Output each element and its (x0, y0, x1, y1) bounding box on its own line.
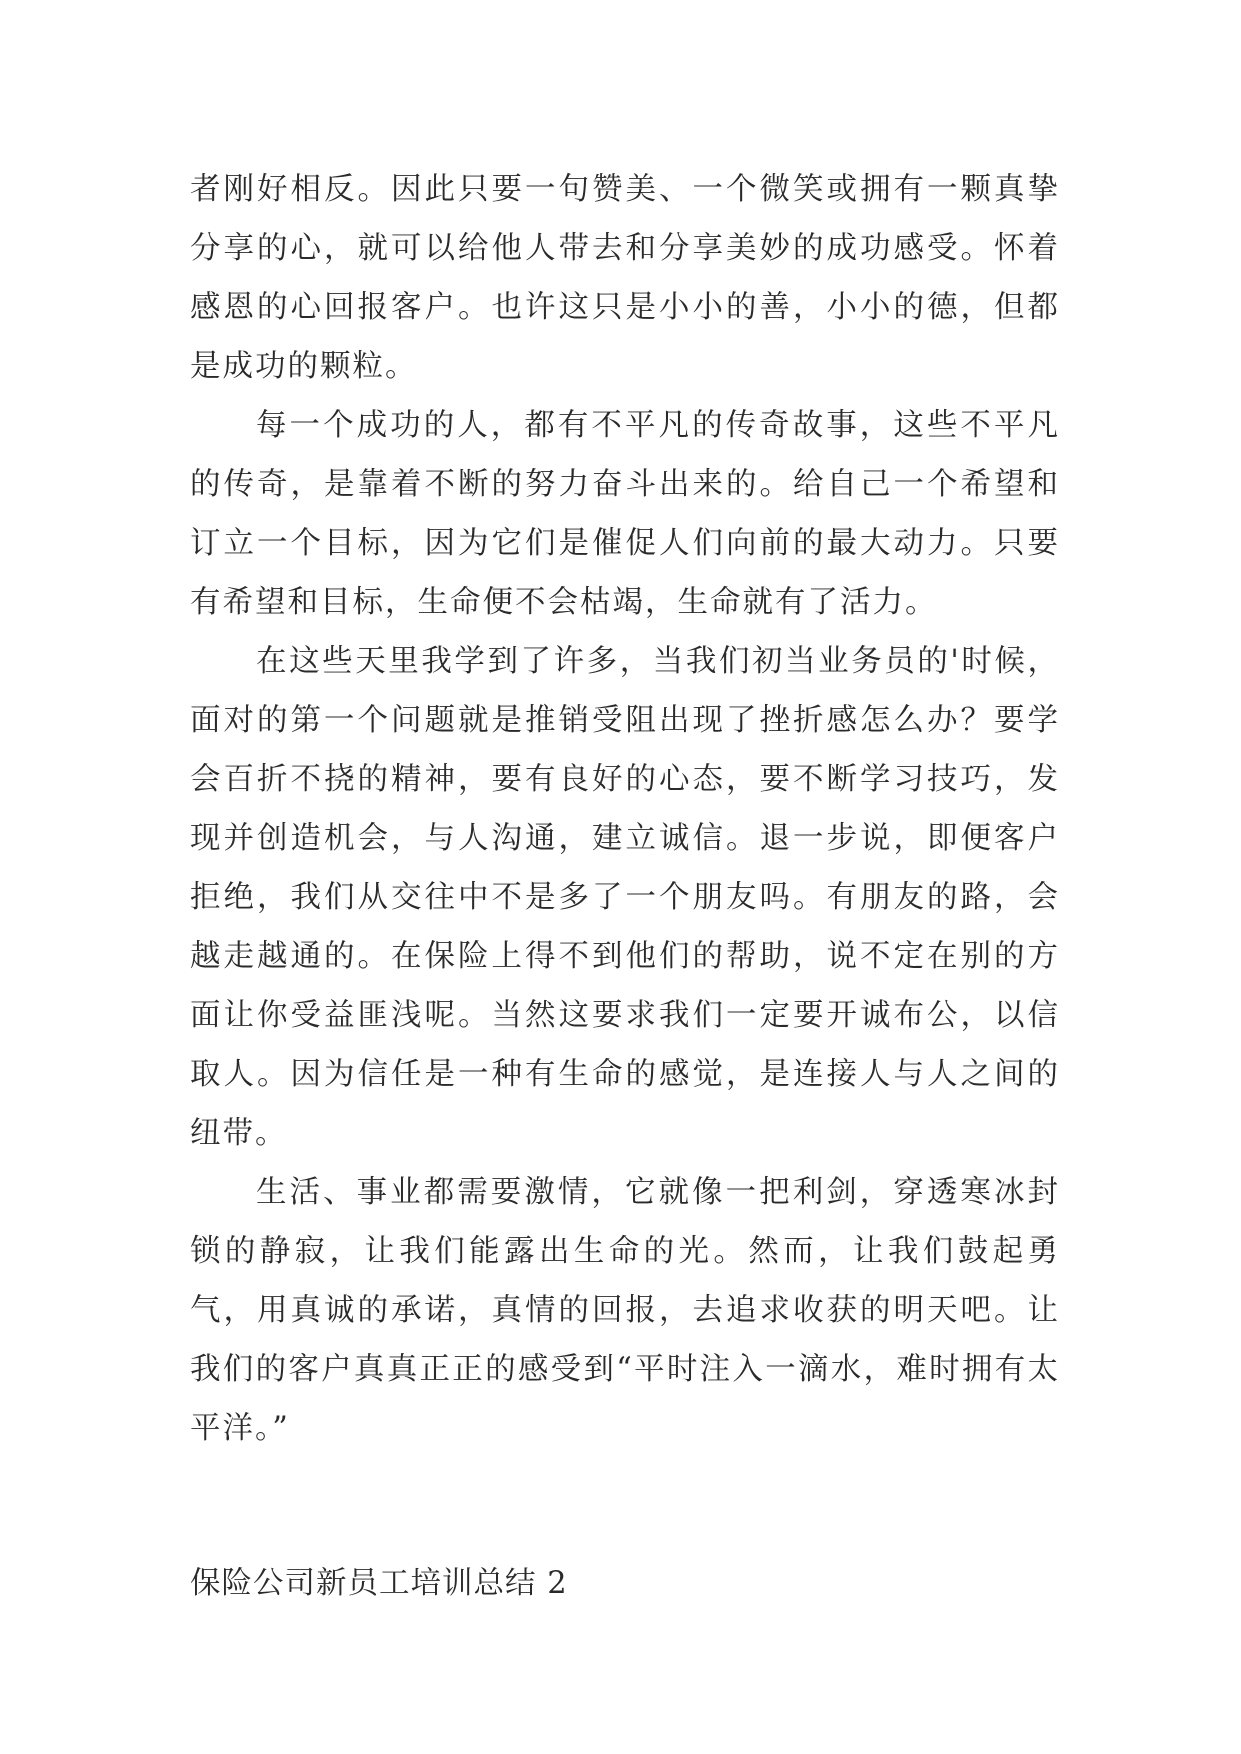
paragraph-2: 每一个成功的人，都有不平凡的传奇故事，这些不平凡的传奇，是靠着不断的努力奋斗出来的。给自己一个希望和订立一个目标，因为它们是催促人们向前的最大动力。只要有希望和目标，生命便不会枯竭，生命就有了活力。 (190, 408, 1060, 620)
paragraph-1: 者刚好相反。因此只要一句赞美、一个微笑或拥有一颗真挚分享的心，就可以给他人带去和分享美妙的成功感受。怀着感恩的心回报客户。也许这只是小小的善，小小的德，但都是成功的颗粒。 (190, 172, 1060, 384)
paragraph-4: 生活、事业都需要激情，它就像一把利剑，穿透寒冰封锁的静寂，让我们能露出生命的光。然而，让我们鼓起勇气，用真诚的承诺，真情的回报，去追求收获的明天吧。让我们的客户真真正正的感受到“平时注入一滴水，难时拥有太平洋。” (190, 1175, 1060, 1446)
document-page (190, 160, 1060, 1613)
section-heading: 保险公司新员工培训总结 2 (190, 1566, 568, 1601)
paragraph-3: 在这些天里我学到了许多，当我们初当业务员的'时候，面对的第一个问题就是推销受阻出现了挫折感怎么办？要学会百折不挠的精神，要有良好的心态，要不断学习技巧，发现并创造机会，与人沟通，建立诚信。退一步说，即便客户拒绝，我们从交往中不是多了一个朋友吗。有朋友的路，会越走越通的。在保险上得不到他们的帮助，说不定在别的方面让你受益匪浅呢。当然这要求我们一定要开诚布公，以信取人。因为信任是一种有生命的感觉，是连接人与人之间的纽带。 (190, 644, 1060, 1151)
